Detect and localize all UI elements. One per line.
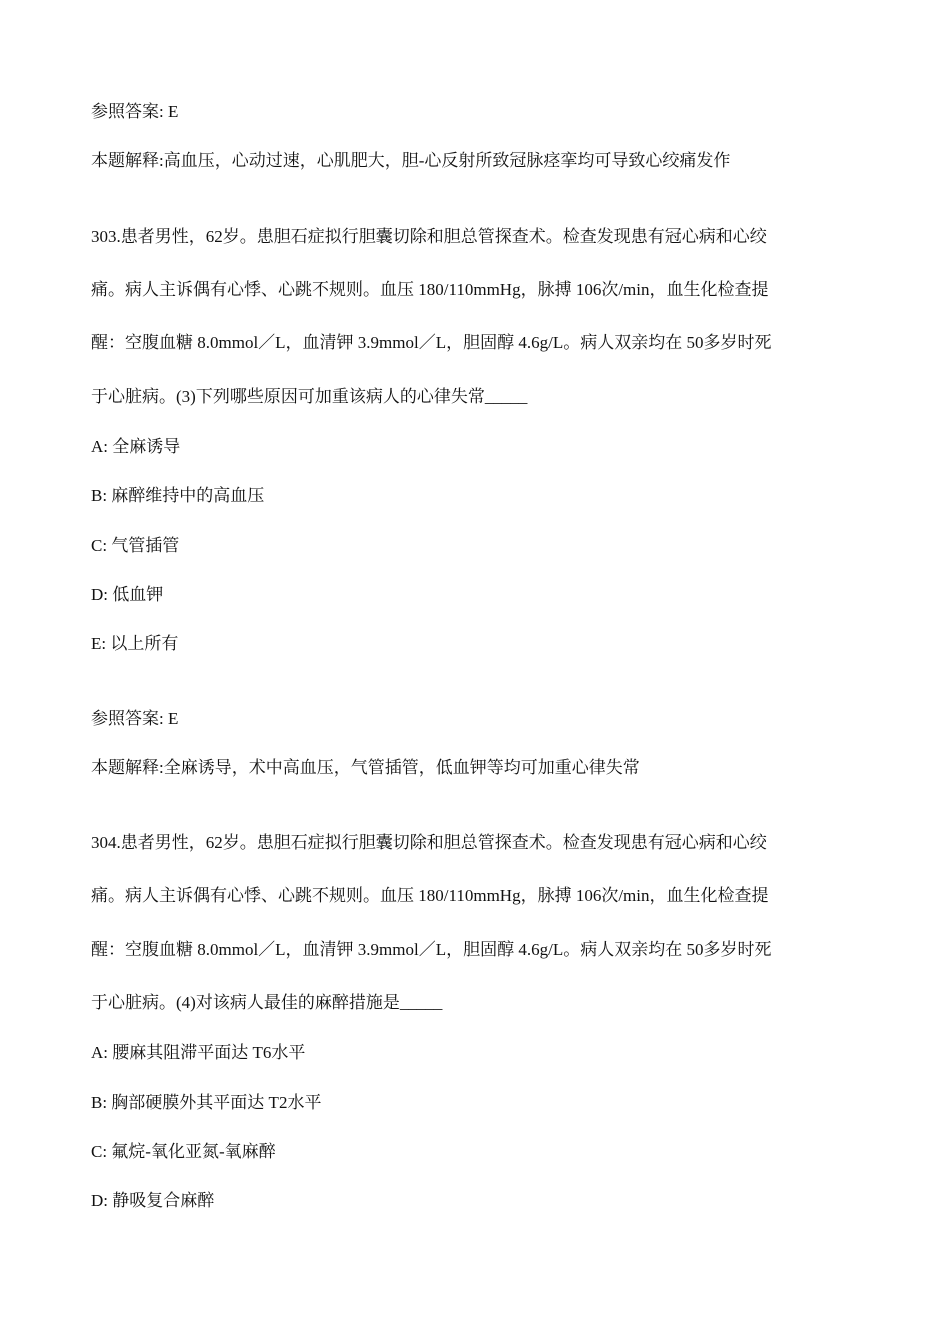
question-stem-line: 304.患者男性，62岁。患胆石症拟行胆囊切除和胆总管探查术。检查发现患有冠心病和心绞 xyxy=(91,833,767,852)
question-stem-line: 醒：空腹血糖 8.0mmol／L，血清钾 3.9mmol／L，胆固醇 4.6g/L。病人双亲均在 50多岁时死 xyxy=(91,333,772,352)
option-d: D: 低血钾 xyxy=(91,585,164,604)
option-b: B: 胸部硬膜外其平面达 T2水平 xyxy=(91,1093,322,1112)
question-stem-line: 303.患者男性，62岁。患胆石症拟行胆囊切除和胆总管探查术。检查发现患有冠心病和心绞 xyxy=(91,227,767,246)
question-stem-line: 于心脏病。(3)下列哪些原因可加重该病人的心律失常_____ xyxy=(91,387,528,406)
question-stem-line: 痛。病人主诉偶有心悸、心跳不规则。血压 180/110mmHg，脉搏 106次/min，血生化检查提 xyxy=(91,886,769,905)
option-d: D: 静吸复合麻醉 xyxy=(91,1191,215,1210)
explanation-line: 本题解释:高血压，心动过速，心肌肥大，胆-心反射所致冠脉痉挛均可导致心绞痛发作 xyxy=(91,151,731,170)
option-b: B: 麻醉维持中的高血压 xyxy=(91,486,265,505)
question-stem-line: 痛。病人主诉偶有心悸、心跳不规则。血压 180/110mmHg，脉搏 106次/min，血生化检查提 xyxy=(91,280,769,299)
option-a: A: 腰麻其阻滞平面达 T6水平 xyxy=(91,1043,306,1062)
option-c: C: 氟烷-氧化亚氮-氧麻醉 xyxy=(91,1142,276,1161)
option-c: C: 气管插管 xyxy=(91,536,180,555)
answer-line: 参照答案: E xyxy=(91,709,179,728)
question-stem-line: 于心脏病。(4)对该病人最佳的麻醉措施是_____ xyxy=(91,993,443,1012)
option-e: E: 以上所有 xyxy=(91,634,179,653)
option-a: A: 全麻诱导 xyxy=(91,437,181,456)
question-stem-line: 醒：空腹血糖 8.0mmol／L，血清钾 3.9mmol／L，胆固醇 4.6g/L。病人双亲均在 50多岁时死 xyxy=(91,940,772,959)
explanation-line: 本题解释:全麻诱导，术中高血压，气管插管，低血钾等均可加重心律失常 xyxy=(91,758,640,777)
answer-line: 参照答案: E xyxy=(91,102,179,121)
